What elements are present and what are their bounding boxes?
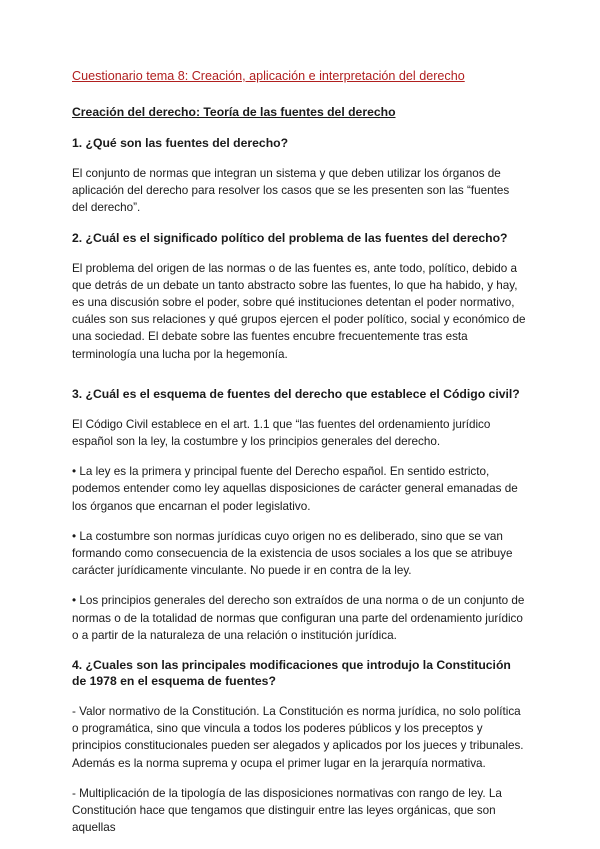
section-title: Creación del derecho: Teoría de las fuentes del derecho [72,105,396,119]
answer-paragraph: El problema del origen de las normas o de las fuentes es, ante todo, político, debido a que detrás de un debate un tanto abstracto sobre las fuentes, lo que ha habido, y hay, es una discusión sobre el poder, sobre qué instituciones detentan el poder normativo, cuáles son sus relaciones y qué grupos ejercen el poder político, social y económico de una sociedad. El debate sobre las fuentes encubre frecuentemente tras esta terminología una lucha por la hegemonía. [72,261,526,361]
question-2: 2. ¿Cuál es el significado político del problema de las fuentes del derecho? [72,230,508,245]
document-title: Cuestionario tema 8: Creación, aplicación e interpretación del derecho [72,69,465,83]
question-3: 3. ¿Cuál es el esquema de fuentes del derecho que establece el Código civil? [72,386,520,401]
question-1: 1. ¿Qué son las fuentes del derecho? [72,136,289,150]
answer-paragraph: • Los principios generales del derecho son extraídos de una norma o de un conjunto de normas o de la totalidad de normas que configuran una parte del ordenamiento jurídico o a partir de la naturaleza de una relación o institución jurídica. [72,594,525,642]
answer-paragraph: - Multiplicación de la tipología de las disposiciones normativas con rango de ley. La Constitución hace que tengamos que distinguir entre las leyes orgánicas, que son aquellas [72,786,502,835]
answer-paragraph: • La ley es la primera y principal fuente del Derecho español. En sentido estricto, podemos entender como ley aquellas disposiciones de carácter general emanadas de los órganos que encarnan el poder legislativo. [72,465,518,513]
answer-paragraph: • La costumbre son normas jurídicas cuyo origen no es deliberado, sino que se van formando como consecuencia de la existencia de usos sociales a los que se atribuye carácter jurídicamente vinculante. No puede ir en contra de la ley. [72,529,513,578]
answer-paragraph: El conjunto de normas que integran un sistema y que deben utilizar los órganos de aplicación del derecho para resolver los casos que se les presenten son las “fuentes del derecho”. [72,167,510,215]
question-4: 4. ¿Cuales son las principales modificaciones que introdujo la Constitución de 1978 en el esquema de fuentes? [72,658,511,689]
document-page [72,68,528,849]
answer-paragraph: El Código Civil establece en el art. 1.1 que “las fuentes del ordenamiento jurídico español son la ley, la costumbre y los principios generales del derecho. [72,417,491,449]
answer-paragraph: - Valor normativo de la Constitución. La Constitución es norma jurídica, no solo política o programática, sino que vincula a todos los poderes públicos y los preceptos y principios constitucionales pueden ser alegados y aplicados por los jueces y tribunales. Además es la norma suprema y ocupa el primer lugar en la jerarquía normativa. [72,705,524,770]
